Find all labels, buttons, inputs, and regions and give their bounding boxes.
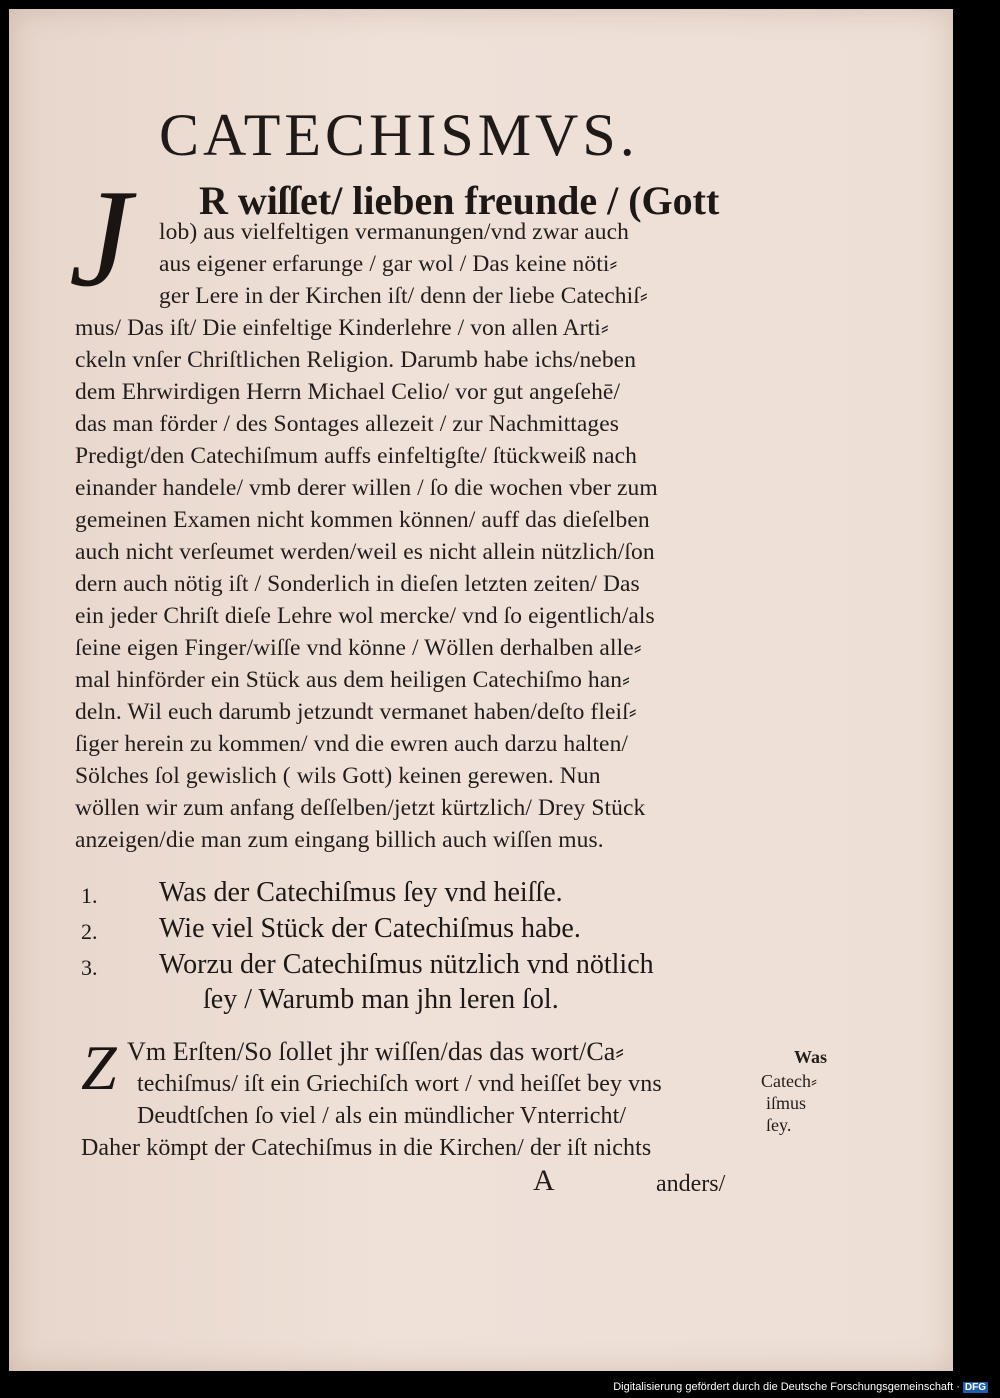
text-line: ſeine eigen Finger/wiſſe vnd könne / Wöllen derhalben alle⸗ [75, 635, 642, 661]
text-line: lob) aus vielfeltigen vermanungen/vnd zwar auch [159, 219, 629, 245]
text-line: wöllen wir zum anfang deſſelben/jetzt kürtzlich/ Drey Stück [75, 795, 646, 821]
footer-text: Digitalisierung gefördert durch die Deutsche Forschungsgemeinschaft · [613, 1381, 960, 1393]
page-title: CATECHISMVS. [159, 102, 639, 168]
para2-line: techiſmus/ iſt ein Griechiſch wort / vnd heiſſet bey vns [137, 1071, 662, 1097]
margin-note-line: Catech⸗ [761, 1071, 817, 1091]
list-number: 1. [81, 883, 98, 908]
text-line: ckeln vnſer Chriſtlichen Religion. Darumb habe ichs/neben [75, 347, 637, 373]
para2-first-line: Vm Erſten/So ſollet jhr wiſſen/das das wort/Ca⸗ [127, 1037, 625, 1066]
text-line: Sölches ſol gewislich ( wils Gott) keinen gerewen. Nun [75, 763, 601, 789]
list-item: Worzu der Catechiſmus nützlich vnd nötlich [159, 949, 654, 980]
signature-mark: A [533, 1164, 555, 1197]
text-line: auch nicht verſeumet werden/weil es nicht allein nützlich/ſon [75, 539, 655, 565]
opening-line: R wiſſet/ lieben freunde / (Gott [199, 178, 720, 223]
list-item: Was der Catechiſmus ſey vnd heiſſe. [159, 877, 563, 908]
initial-letter-z: Z [81, 1032, 117, 1103]
catchword: anders/ [656, 1171, 726, 1197]
text-line: ein jeder Chriſt dieſe Lehre wol mercke/ vnd ſo eigentlich/als [75, 603, 655, 629]
text-line: das man förder / des Sontages allezeit / zur Nachmittages [75, 411, 620, 437]
para2-line: Daher kömpt der Catechiſmus in die Kirchen/ der iſt nichts [81, 1135, 652, 1161]
decorated-initial: J [69, 161, 132, 316]
text-line: einander handele/ vmb derer willen / ſo die wochen vber zum [75, 475, 658, 501]
text-line: dem Ehrwirdigen Herrn Michael Celio/ vor gut angeſehē/ [75, 379, 621, 405]
text-line: mal hinförder ein Stück aus dem heiligen Catechiſmo han⸗ [75, 667, 631, 693]
margin-note-line: ſey. [766, 1115, 792, 1135]
text-line: deln. Wil euch darumb jetzundt vermanet haben/deſto fleiſ⸗ [75, 699, 637, 725]
text-line: anzeigen/die man zum eingang billich auch wiſſen mus. [75, 827, 604, 853]
list-item: Wie viel Stück der Catechiſmus habe. [159, 913, 581, 944]
list-number: 2. [81, 919, 98, 944]
text-line: mus/ Das iſt/ Die einfeltige Kinderlehre / von allen Arti⸗ [75, 315, 609, 341]
text-line: gemeinen Examen nicht kommen können/ auff das dieſelben [75, 507, 650, 533]
dfg-logo: DFG [964, 1382, 986, 1393]
text-line: Predigt/den Catechiſmum auffs einfeltigſte/ ſtückweiß nach [75, 443, 638, 469]
text-line: dern auch nötig iſt / Sonderlich in dieſen letzten zeiten/ Das [75, 571, 640, 597]
text-line: aus eigener erfarunge / gar wol / Das keine nöti⸗ [159, 251, 618, 277]
para2-line: Deudtſchen ſo viel / als ein mündlicher Vnterricht/ [137, 1103, 627, 1129]
margin-note-line: iſmus [766, 1093, 807, 1113]
text-line: ger Lere in der Kirchen iſt/ denn der liebe Catechiſ⸗ [159, 283, 648, 309]
margin-note-line: Was [794, 1047, 828, 1067]
text-line: ſiger herein zu kommen/ vnd die ewren auch darzu halten/ [75, 731, 629, 757]
digitization-footer [613, 1381, 988, 1393]
book-page [9, 9, 953, 1371]
list-item-continuation: ſey / Warumb man jhn leren ſol. [203, 984, 559, 1015]
list-number: 3. [81, 955, 98, 980]
